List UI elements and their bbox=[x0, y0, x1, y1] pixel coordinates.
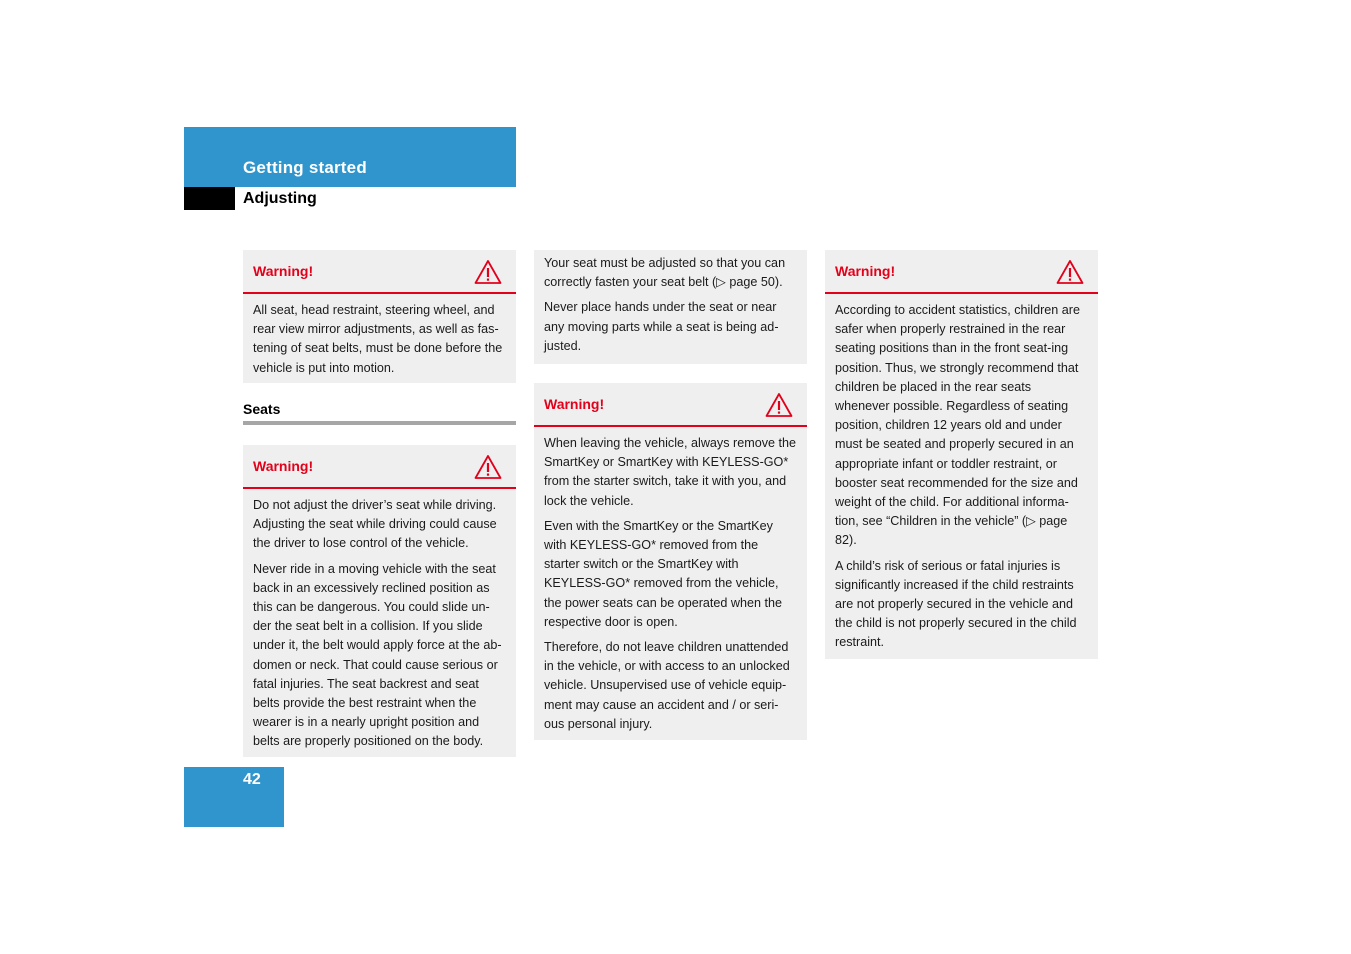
warning-box-smartkey bbox=[534, 383, 807, 740]
warning-paragraph: Do not adjust the driver’s seat while driving. Adjusting the seat while driving could cause the driver to lose control of the vehicle. bbox=[253, 498, 497, 551]
warning-label: Warning! bbox=[544, 396, 605, 412]
warning-body bbox=[243, 489, 516, 758]
warning-label: Warning! bbox=[253, 263, 314, 279]
warning-paragraph: Never place hands under the seat or near any moving parts while a seat is being ad-justed. bbox=[544, 300, 779, 353]
continued-body bbox=[534, 250, 807, 362]
warning-paragraph: All seat, head restraint, steering wheel, and rear view mirror adjustments, as well as fas-tening of seat belts, must be done before the vehicle is put into motion. bbox=[253, 303, 503, 375]
warning-box-seat-driving bbox=[243, 445, 516, 757]
warning-paragraph: According to accident statistics, children are safer when properly restrained in the rear seating positions than in the front seat-ing position. Thus, we strongly recommend that children be placed in the rear seats whenever possible. Regardless of seating position, children 12 years old and under must be seated and properly secured in an appropriate infant or toddler restraint, or booster seat recommended for the size and weight of the child. For additional informa-tion, see “Children in the vehicle” (▷ page 82). bbox=[835, 303, 1080, 548]
section-title: Getting started bbox=[243, 158, 367, 177]
warning-label: Warning! bbox=[253, 458, 314, 474]
section-tab-marker bbox=[184, 187, 235, 210]
warning-header bbox=[243, 445, 516, 489]
warning-triangle-icon bbox=[1056, 259, 1084, 285]
warning-triangle-icon bbox=[765, 392, 793, 418]
warning-header bbox=[534, 383, 807, 427]
warning-paragraph: Never ride in a moving vehicle with the seat back in an excessively reclined position as this can be dangerous. You could slide un-der the seat belt in a collision. If you slide under it, the belt would apply force at the ab-domen or neck. That could cause serious or fatal injuries. The seat backrest and seat belts provide the best restraint when the wearer is in a nearly upright position and belts are properly positioned on the body. bbox=[253, 561, 502, 749]
warning-paragraph: A child’s risk of serious or fatal injuries is significantly increased if the child restraints are not properly secured in the vehicle and the child is not properly secured in the child restraint. bbox=[835, 558, 1077, 650]
warning-label: Warning! bbox=[835, 263, 896, 279]
warning-box-children bbox=[825, 250, 1098, 659]
warning-body bbox=[825, 294, 1098, 659]
warning-box-adjustments bbox=[243, 250, 516, 383]
page-number-band bbox=[184, 767, 284, 827]
seats-heading: Seats bbox=[243, 401, 281, 417]
warning-paragraph: Your seat must be adjusted so that you can correctly fasten your seat belt (▷ page 50). bbox=[544, 256, 786, 290]
warning-header bbox=[243, 250, 516, 294]
warning-paragraph: When leaving the vehicle, always remove the SmartKey or SmartKey with KEYLESS-GO* from the starter switch, take it with you, and lock the vehicle. bbox=[544, 436, 797, 508]
warning-body bbox=[243, 294, 516, 384]
warning-triangle-icon bbox=[474, 259, 502, 285]
header-band bbox=[184, 127, 516, 187]
page-number: 42 bbox=[243, 771, 261, 788]
warning-header bbox=[825, 250, 1098, 294]
warning-body bbox=[534, 427, 807, 740]
warning-triangle-icon bbox=[474, 454, 502, 480]
warning-paragraph: Therefore, do not leave children unattended in the vehicle, or with access to an unlocked vehicle. Unsupervised use of vehicle equip-ment may cause an accident and / or seri-ous personal injury. bbox=[544, 640, 790, 731]
warning-paragraph: Even with the SmartKey or the SmartKey with KEYLESS-GO* removed from the starter switch or the SmartKey with KEYLESS-GO* removed from the vehicle, the power seats can be operated when the respective door is open. bbox=[544, 518, 783, 629]
heading-rule bbox=[243, 421, 516, 425]
continued-warning-box bbox=[534, 250, 807, 364]
subsection-title: Adjusting bbox=[243, 190, 317, 207]
